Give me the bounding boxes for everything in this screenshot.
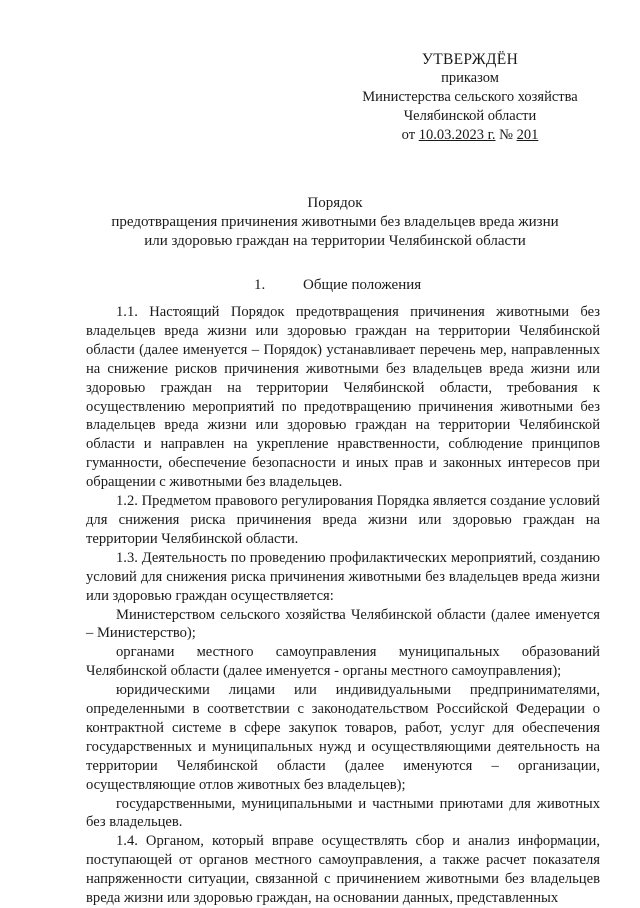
approval-number-prefix: № xyxy=(495,127,517,143)
paragraph-1-2: 1.2. Предметом правового регулирования Порядка является создание условий для снижения риска причинения вреда жизни или здоровью граждан на территории Челябинской области. xyxy=(86,493,600,547)
approval-number: 201 xyxy=(516,127,539,143)
approval-heading: УТВЕРЖДЁН xyxy=(421,51,519,68)
document-title-line-1: Порядок xyxy=(307,195,363,211)
approval-date-line xyxy=(340,126,600,145)
paragraph-1-4: 1.4. Органом, который вправе осуществлять сбор и анализ информации, поступающей от органов местного самоуправления, а также расчет показателя напряженности ситуации, связанной с причинением животными без владельцев вреда жизни или здоровью граждан, на основании данных, представленных xyxy=(86,833,600,907)
approval-line-order: приказом xyxy=(441,70,499,86)
list-item-ministry: Министерством сельского хозяйства Челябинской области (далее именуется – Министерство); xyxy=(86,606,600,642)
approval-line-ministry: Министерства сельского хозяйства xyxy=(362,89,578,105)
approval-line-region: Челябинской области xyxy=(403,108,537,124)
document-title-line-3: или здоровью граждан на территории Челябинской области xyxy=(144,233,526,249)
list-item-organizations: юридическими лицами или индивидуальными предпринимателями, определенными в соответствии с законодательством Российской Федерации о контрактной системе в сфере закупок товаров, работ, услуг для обеспечения государственных и муниципальных нужд и осуществляющими деятельность на территории Челябинской области (далее именуются – организации, осуществляющие отлов животных без владельцев); xyxy=(86,682,600,793)
approval-date: 10.03.2023 г. xyxy=(418,127,496,143)
approval-stamp xyxy=(340,50,600,145)
list-item-local-authorities: органами местного самоуправления муниципальных образований Челябинской области (далее именуется - органы местного самоуправления); xyxy=(86,644,600,680)
approval-date-prefix: от xyxy=(401,127,419,143)
document-body xyxy=(86,303,600,908)
section-title: Общие положения xyxy=(303,277,422,293)
document-title xyxy=(70,194,600,251)
section-number: 1. xyxy=(254,277,266,293)
list-item-shelters: государственными, муниципальными и частными приютами для животных без владельцев. xyxy=(86,795,600,831)
document-title-line-2: предотвращения причинения животными без владельцев вреда жизни xyxy=(111,214,559,230)
paragraph-1-1: 1.1. Настоящий Порядок предотвращения причинения животными без владельцев вреда жизни или здоровью граждан на территории Челябинской области (далее именуется – Порядок) устанавливает перечень мер, направленных на снижение рисков причинения животными без владельцев вреда жизни или здоровью граждан на территории Челябинской области, требования к осуществлению мероприятий по предотвращению причинения животными без владельцев вреда жизни или здоровью граждан на территории Челябинской области и направлен на укрепление нравственности, соблюдение принципов гуманности, обеспечение безопасности и иных прав и законных интересов при обращении с животными без владельцев. xyxy=(86,304,600,491)
paragraph-1-3: 1.3. Деятельность по проведению профилактических мероприятий, созданию условий для снижения риска причинения животными без владельцев вреда жизни или здоровью граждан осуществляется: xyxy=(86,549,600,604)
